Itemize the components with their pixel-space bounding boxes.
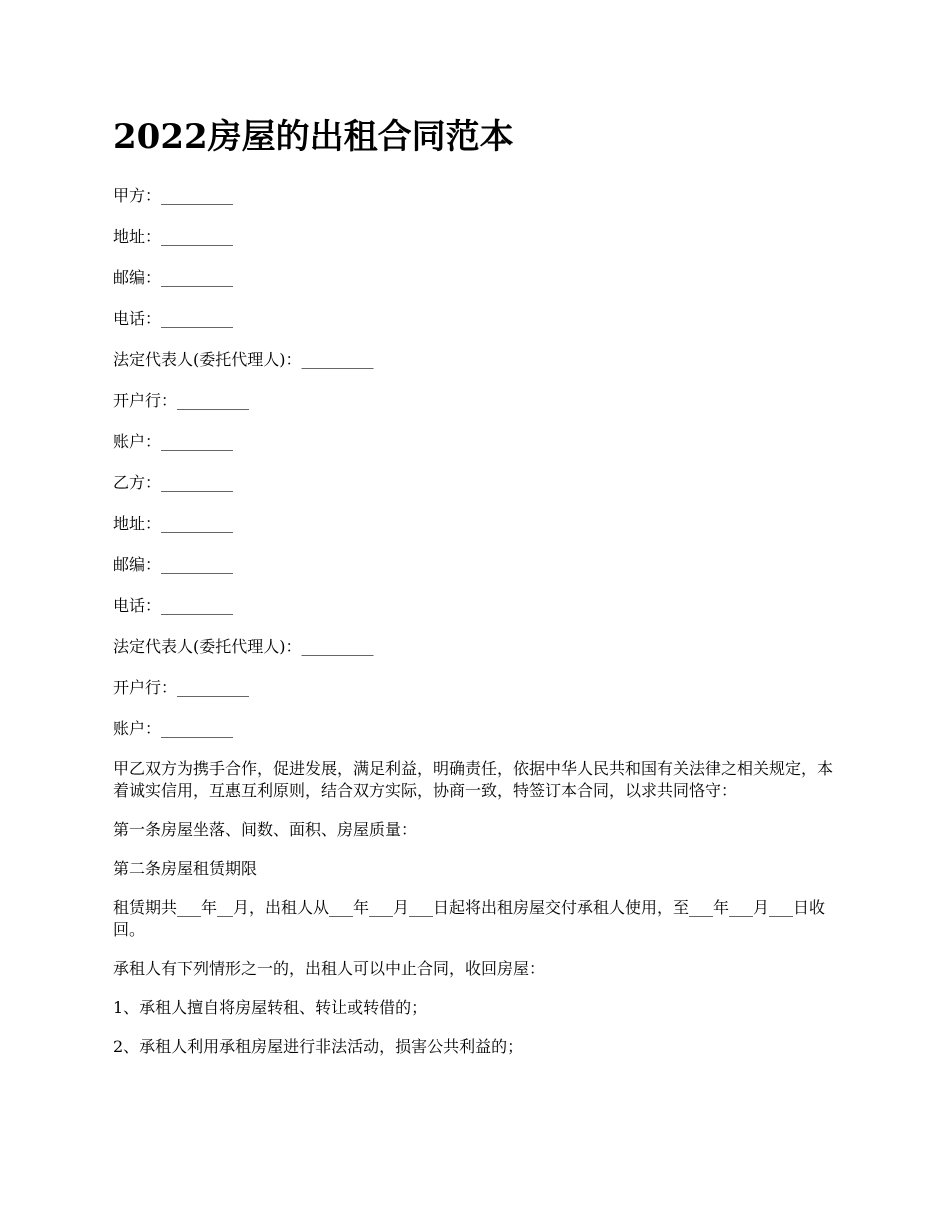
lease-term-paragraph: 租赁期共___年__月，出租人从___年___月___日起将出租房屋交付承租人使用，至___年___月___日收回。	[113, 898, 826, 939]
party-b-account-line: 账户：_________	[113, 719, 234, 738]
party-a-address-line: 地址：_________	[113, 227, 234, 246]
document-title: 2022房屋的出租合同范本	[113, 117, 514, 157]
article-2-heading: 第二条房屋租赁期限	[113, 859, 258, 878]
party-a-phone-line: 电话：_________	[113, 309, 234, 328]
party-b-postcode-line: 邮编：_________	[113, 555, 234, 574]
party-a-account-line: 账户：_________	[113, 432, 234, 451]
party-b-name-line: 乙方：_________	[113, 473, 234, 492]
document-page	[113, 112, 840, 1075]
termination-item-1: 1、承租人擅自将房屋转租、转让或转借的；	[113, 998, 428, 1017]
party-a-name-line: 甲方：_________	[113, 186, 234, 205]
party-a-representative-line: 法定代表人(委托代理人)：_________	[113, 350, 374, 369]
article-1-heading: 第一条房屋坐落、间数、面积、房屋质量：	[113, 820, 418, 839]
party-b-representative-line: 法定代表人(委托代理人)：_________	[113, 637, 374, 656]
party-a-bank-line: 开户行：_________	[113, 391, 250, 410]
party-b-bank-line: 开户行：_________	[113, 678, 250, 697]
termination-intro-paragraph: 承租人有下列情形之一的，出租人可以中止合同，收回房屋：	[113, 959, 546, 978]
termination-item-2: 2、承租人利用承租房屋进行非法活动，损害公共利益的；	[113, 1037, 524, 1056]
party-b-phone-line: 电话：_________	[113, 596, 234, 615]
party-a-postcode-line: 邮编：_________	[113, 268, 234, 287]
intro-paragraph: 甲乙双方为携手合作，促进发展，满足利益，明确责任，依据中华人民共和国有关法律之相关规定，本着诚实信用，互惠互利原则，结合双方实际，协商一致，特签订本合同，以求共同恪守：	[113, 759, 834, 800]
party-b-address-line: 地址：_________	[113, 514, 234, 533]
